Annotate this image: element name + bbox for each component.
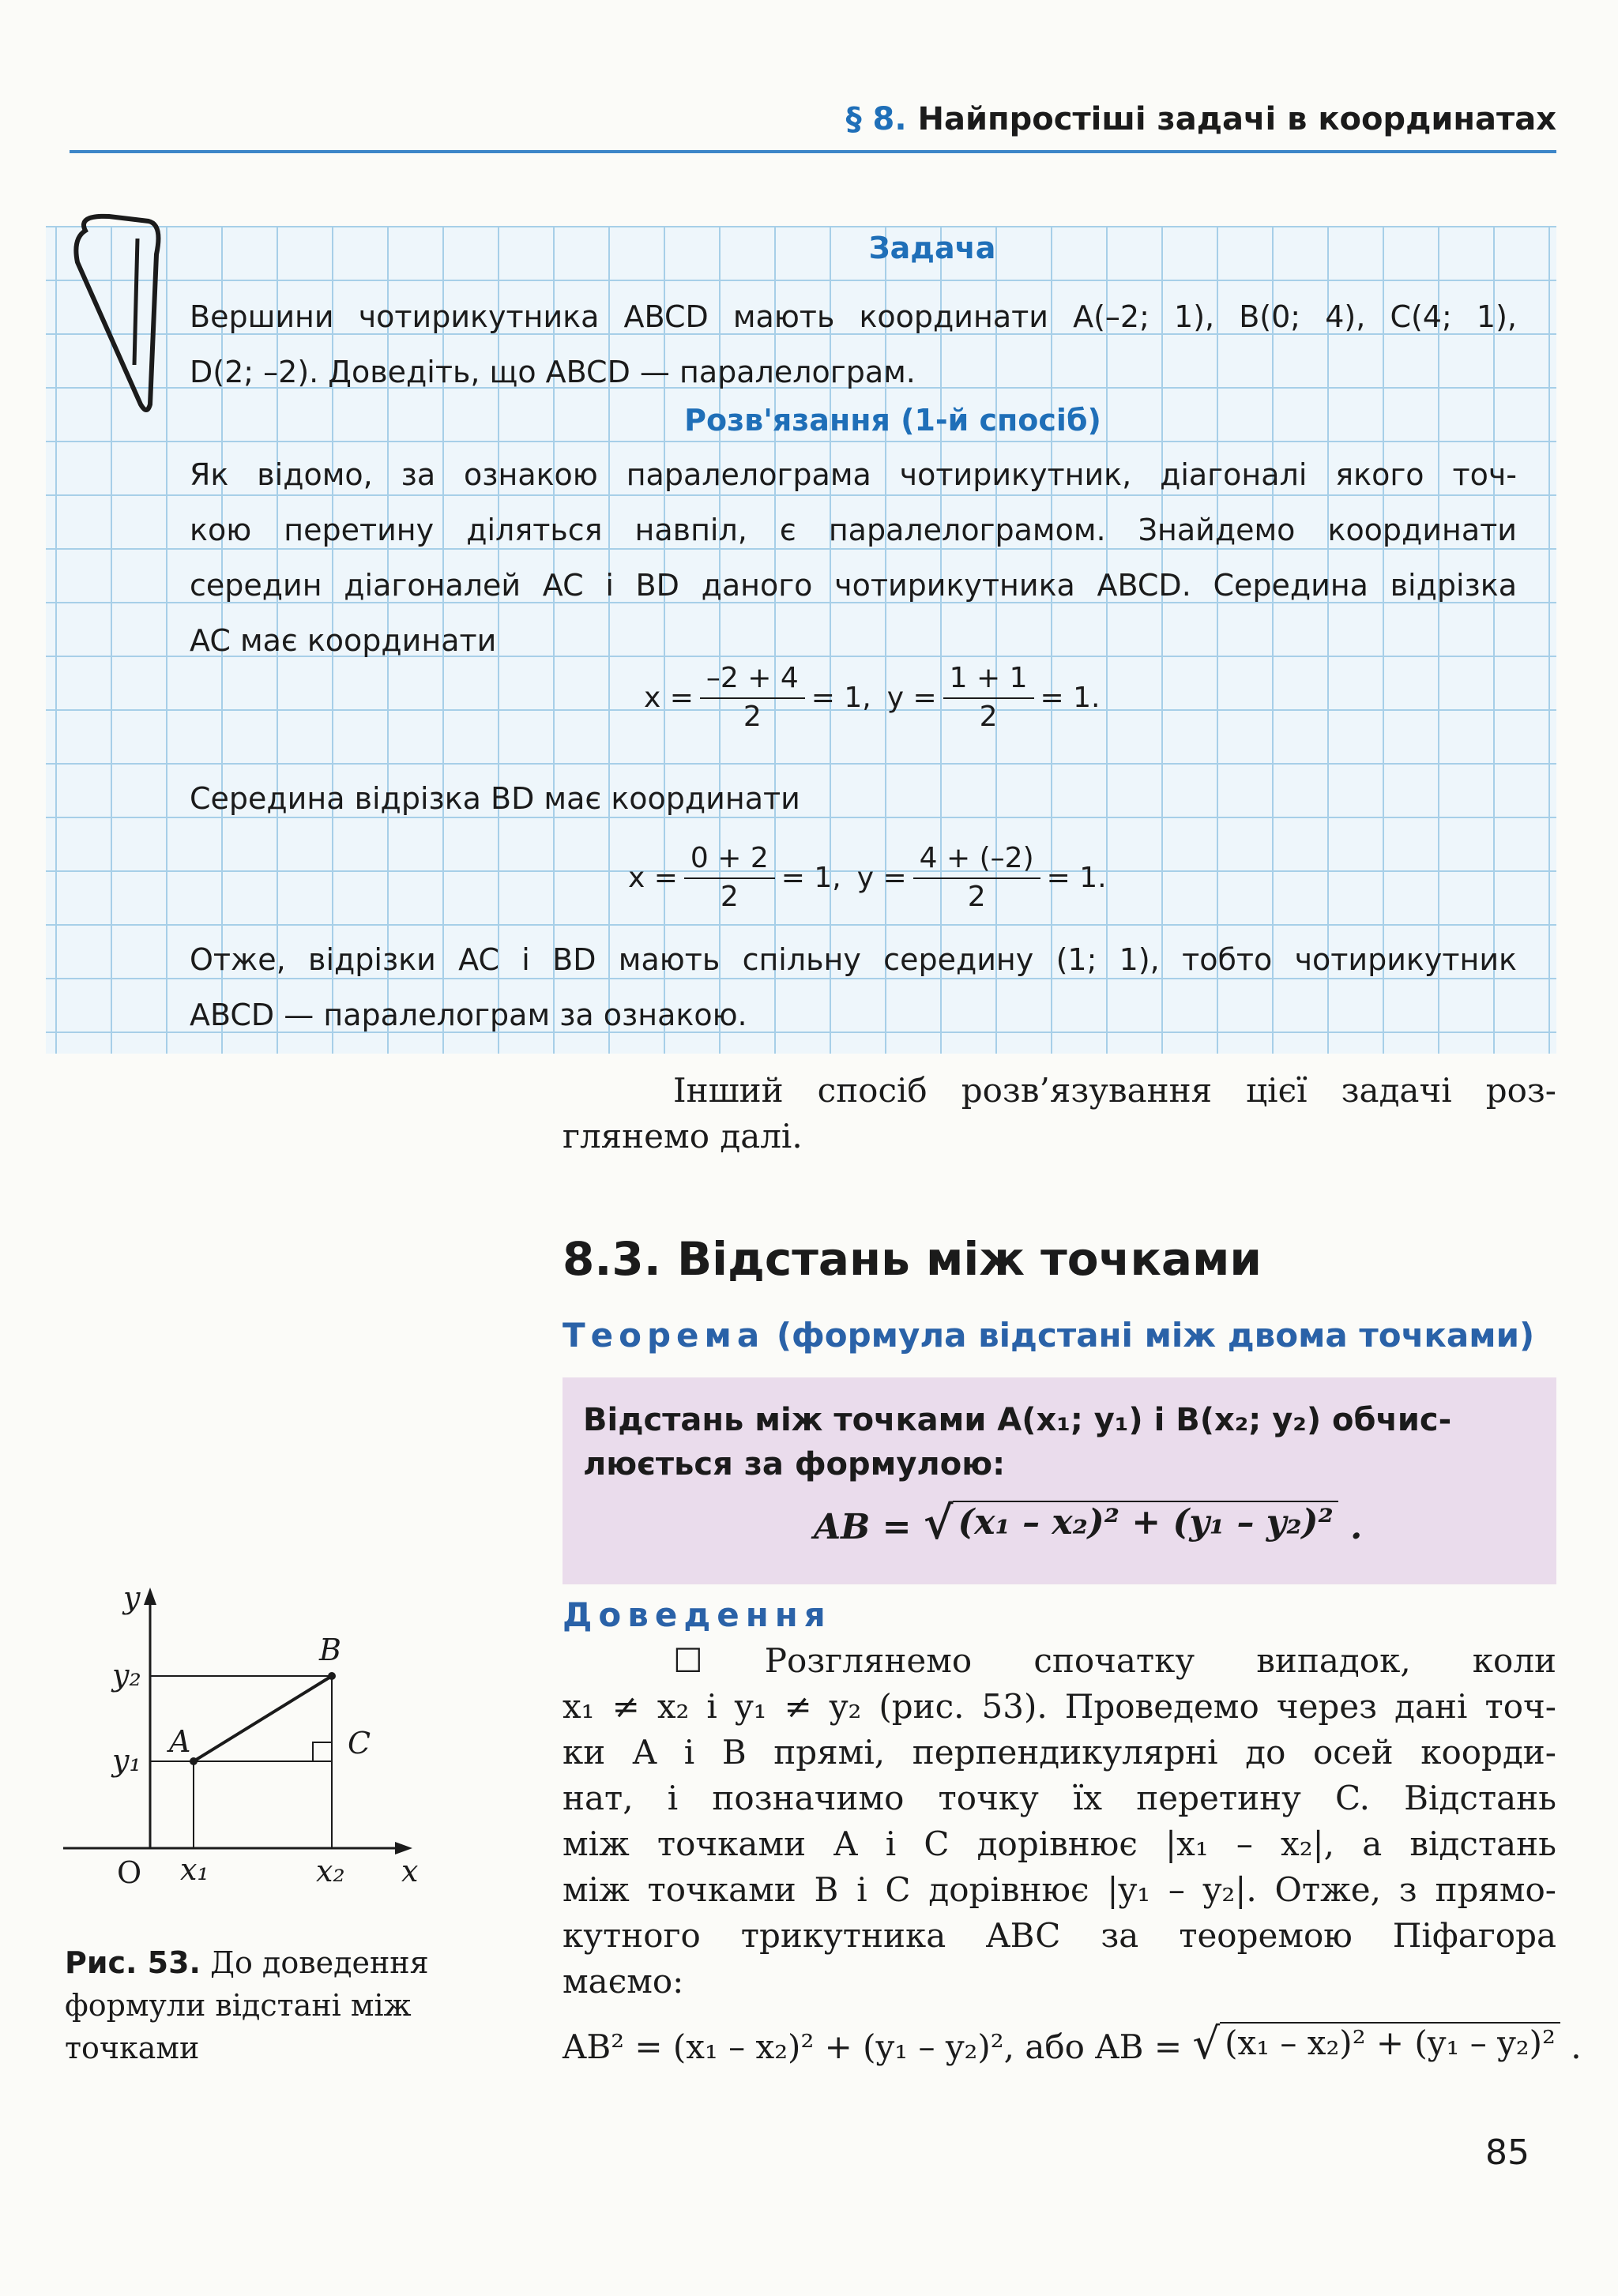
proof-line: маємо: [563,1962,684,2001]
radicand: (x₁ – x₂)² + (y₁ – y₂)² [953,1501,1338,1546]
right-angle-mark [313,1742,332,1761]
page-number: 85 [1485,2133,1530,2173]
figure-caption [65,1941,476,2069]
solution-line: Як відомо, за ознакою паралелограма чотирикутник, діагоналі якого точ- [190,457,1517,492]
fraction-numerator: 4 + (–2) [913,842,1040,879]
midpoint-bd-line: Середина відрізка BD має координати [190,781,800,816]
proof-line: ки A і B прямі, перпендикулярні до осей коорди- [563,1733,1556,1772]
origin-label: O [117,1855,142,1890]
x-axis-label: x [401,1854,419,1888]
theorem-text [583,1398,1531,1486]
conclusion-line: Отже, відрізки AC і BD мають спільну середину (1; 1), тобто чотирикутник [190,942,1517,977]
point-a-label: A [169,1724,191,1759]
segment-ab [194,1676,332,1761]
proof-line: x₁ ≠ x₂ і y₁ ≠ y₂ (рис. 53). Проведемо через дані точ- [563,1687,1556,1726]
solution-line: AC має координати [190,623,497,658]
caption-label: Рис. 53. [65,1945,201,1980]
proof-line: нат, і позначимо точку їх перетину C. Відстань [563,1779,1556,1817]
conclusion-line: ABCD — паралелограм за ознакою. [190,998,747,1032]
fraction [700,662,805,733]
other-method-line: глянемо далі. [563,1117,803,1156]
x2-label: x₂ [316,1854,345,1888]
fraction-numerator: –2 + 4 [700,662,805,699]
proof-line: ☐ Розглянемо спочатку випадок, коли [673,1641,1556,1680]
other-method-text [563,1068,1556,1159]
fraction-numerator: 1 + 1 [943,662,1034,699]
y1-label: y₁ [112,1743,141,1778]
point-b [328,1672,336,1680]
radical-icon: √ [923,1497,954,1550]
midpoint-bd-formula [628,842,1107,913]
solution-title: Розв'язання (1-й спосіб) [684,403,1101,438]
point-c-label: C [348,1726,371,1761]
formula-end: . [1350,1507,1363,1547]
fraction-numerator: 0 + 2 [684,842,775,879]
square-root [1192,2018,1560,2069]
x-axis-arrow-icon [395,1842,412,1854]
conclusion-text [190,932,1517,1043]
point-b-label: B [319,1633,341,1667]
radical-icon: √ [1192,2018,1221,2069]
x1-label: x₁ [180,1852,209,1887]
formula-y-label: y = [856,861,907,894]
formula-y-label: y = [886,681,937,714]
caption-text: До доведення формули відстані між точками [65,1945,429,2065]
fraction [913,842,1040,913]
proof-heading: Доведення [563,1595,832,1634]
formula-y-result: = 1. [1046,861,1107,894]
square-root [923,1497,1338,1550]
solution-text [190,447,1517,668]
theorem-subtitle: (формула відстані між двома точками) [776,1316,1535,1355]
figure-53-diagram [55,1580,427,1896]
task-statement-line: D(2; –2). Доведіть, що ABCD — паралелограм. [190,355,916,389]
task-statement [190,289,1517,400]
y-axis-arrow-icon [144,1588,156,1605]
formula-x-result: = 1, [781,861,841,894]
final-formula-end: . [1571,2027,1582,2066]
y-axis-label: y [123,1580,141,1615]
proof-line: кутного трикутника ABC за теоремою Піфагора [563,1916,1556,1955]
theorem-label: Теорема [563,1316,766,1355]
solution-line: середин діагоналей AC і BD даного чотирикутника ABCD. Середина відрізка [190,568,1517,603]
midpoint-bd-text [190,771,1517,826]
fraction-denominator: 2 [743,701,762,733]
solution-line: кою перетину діляться навпіл, є паралелограмом. Знайдемо координати [190,513,1517,547]
formula-x-label: x = [628,861,678,894]
theorem-line: люється за формулою: [583,1446,1006,1482]
task-statement-line: Вершини чотирикутника ABCD мають координати A(–2; 1), B(0; 4), C(4; 1), [190,299,1517,334]
point-a [190,1757,198,1765]
formula-lhs: AB = [814,1507,912,1547]
formula-x-result: = 1, [811,681,871,714]
running-head [774,101,1556,137]
formula-y-result: = 1. [1040,681,1101,714]
chapter-title: Найпростіші задачі в координатах [917,101,1556,137]
final-formula-lhs: AB² = (x₁ – x₂)² + (y₁ – y₂)², або AB = [563,2027,1183,2066]
proof-line: між точками B і C дорівнює |y₁ – y₂|. Отже, з прямо- [563,1870,1556,1909]
section-number: § 8. [845,101,907,137]
proof-line: між точками A і C дорівнює |x₁ – x₂|, а відстань [563,1824,1556,1863]
fraction-denominator: 2 [979,701,998,733]
proof-text [563,1638,1556,2005]
fraction [943,662,1034,733]
y2-label: y₂ [112,1658,141,1693]
paperclip-icon [62,207,172,420]
task-title: Задача [868,231,996,265]
radicand: (x₁ – x₂)² + (y₁ – y₂)² [1220,2022,1560,2065]
formula-x-label: x = [644,681,694,714]
theorem-heading [563,1316,1534,1355]
theorem-line: Відстань між точками A(x₁; y₁) і B(x₂; y₂) обчис- [583,1402,1452,1438]
fraction-denominator: 2 [720,881,739,913]
distance-formula [814,1497,1363,1550]
header-rule [70,150,1556,153]
midpoint-ac-formula [644,662,1101,733]
fraction [684,842,775,913]
section-title: 8.3. Відстань між точками [563,1232,1262,1286]
fraction-denominator: 2 [967,881,986,913]
proof-final-formula [563,2018,1582,2069]
other-method-line: Інший спосіб розв’язування цієї задачі роз- [673,1071,1556,1110]
